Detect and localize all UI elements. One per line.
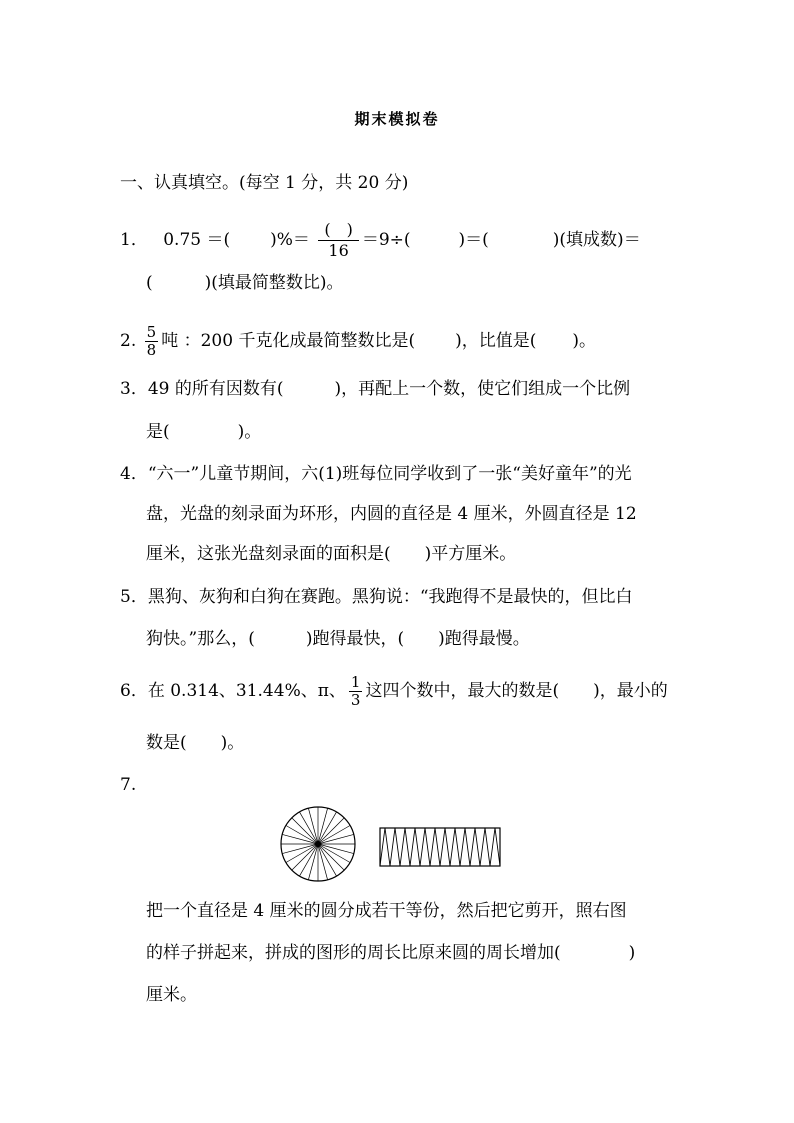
question-2-line-1: 2. $\frac{5}{8}$ 吨 ：200 千克化成最简整数比是( )，比值是( )。 [120, 323, 596, 359]
question-4-line-2: 盘，光盘的刻录面为环形，内圆的直径是 4 厘米，外圆直径是 12 [146, 504, 637, 524]
fraction: $\frac{5}{8}$ [146, 323, 157, 359]
sector-line [318, 844, 354, 854]
question-1-line-1: 1． 0.75 ＝( )%＝ $\frac{( )}{16}$ ＝9÷( )＝( )(填成数)＝ [120, 220, 641, 260]
sector-line [282, 844, 318, 854]
sector-zigzag [380, 828, 500, 866]
question-1-line-2: ( )(填最简整数比)。 [146, 273, 344, 293]
section-heading: 一、认真填空。(每空 1 分，共 20 分) [120, 173, 409, 193]
question-number: 3． [120, 379, 148, 399]
question-7-number: 7. [120, 775, 137, 795]
question-3-line-1: 3．49 的所有因数有( )，再配上一个数，使它们组成一个比例 [120, 379, 631, 399]
question-7-line-1: 把一个直径是 4 厘米的圆分成若干等份，然后把它剪开，照右图 [146, 901, 627, 921]
rearranged-rectangle-figure [378, 826, 502, 868]
sector-line [308, 808, 318, 844]
page-title: 期末模拟卷 [354, 110, 440, 128]
question-4-line-3: 厘米，这张光盘刻录面的面积是( )平方厘米。 [146, 544, 517, 564]
sector-line [318, 844, 328, 880]
question-4-line-1: 4．“六一”儿童节期间，六(1)班每位同学收到了一张“美好童年”的光 [120, 464, 632, 484]
question-number: 1． [120, 230, 148, 250]
fraction: $\frac{( )}{16}$ [318, 220, 359, 261]
rectangle-outline [380, 828, 500, 866]
question-number: 4． [120, 464, 148, 484]
question-7-line-2: 的样子拼起来，拼成的图形的周长比原来圆的周长增加( ) [146, 943, 636, 963]
question-7-line-3: 厘米。 [146, 985, 197, 1005]
question-number: 5． [120, 587, 148, 607]
sector-line [282, 834, 318, 844]
question-5-line-2: 狗快。”那么，( )跑得最快，( )跑得最慢。 [146, 629, 530, 649]
question-number: 6． [120, 681, 148, 701]
question-5-line-1: 5．黑狗、灰狗和白狗在赛跑。黑狗说：“我跑得不是最快的，但比白 [120, 587, 633, 607]
divided-circle-figure [278, 804, 358, 884]
question-number: 2. [120, 331, 137, 351]
question-6-line-2: 数是( )。 [146, 733, 245, 753]
circle-center [315, 841, 321, 847]
fraction: $\frac{1}{3}$ [350, 673, 361, 709]
question-3-line-2: 是( )。 [146, 422, 262, 442]
sector-line [318, 808, 328, 844]
sector-line [318, 834, 354, 844]
sector-line [308, 844, 318, 880]
question-6-line-1: 6．在 0.314、31.44%、π、 $\frac{1}{3}$ 这四个数中，最大的数是( )，最小的 [120, 673, 668, 709]
